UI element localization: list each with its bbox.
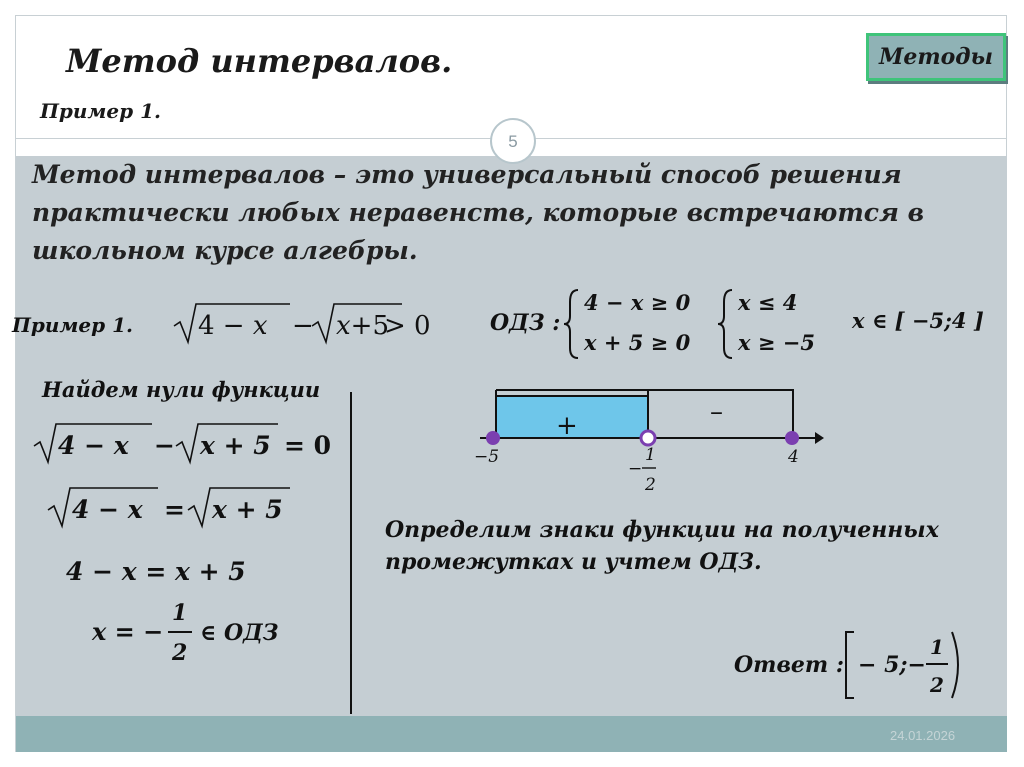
slide-number: 5: [490, 118, 536, 164]
example-label: Пример 1.: [12, 313, 133, 337]
odz-label: ОДЗ :: [490, 310, 561, 336]
svg-text:1: 1: [172, 600, 188, 626]
label-minus-5: −5: [474, 447, 500, 467]
odz-system1-line2: x + 5 ≥ 0: [584, 330, 691, 355]
svg-text:1: 1: [930, 635, 944, 659]
odz-result: x ∈ [ −5;4 ]: [852, 308, 984, 333]
label-4: 4: [788, 447, 799, 467]
svg-text:− 5;−: − 5;−: [858, 652, 926, 678]
svg-text:4 − x: 4 − x: [72, 495, 143, 524]
svg-text:x+5: x+5: [336, 311, 389, 341]
page-subtitle: Пример 1.: [40, 99, 161, 123]
example-inequality: [170, 298, 430, 348]
answer-label: Ответ :: [734, 652, 844, 678]
slide-date: 24.01.2026: [890, 728, 956, 743]
footer-bar: [16, 716, 1007, 752]
zeros-step-2: [44, 484, 304, 530]
svg-text:4 − x = x + 5: 4 − x = x + 5: [66, 557, 246, 586]
svg-text:∈ ОДЗ: ∈ ОДЗ: [200, 620, 279, 646]
page-title: Метод интервалов.: [66, 42, 453, 80]
svg-text:x + 5: x + 5: [212, 495, 283, 524]
definition-text: Метод интервалов – это универсальный способ решения практически любых неравенств, которые встречаются в школьном курсе алгебры.: [32, 160, 925, 265]
svg-text:x + 5: x + 5: [200, 431, 271, 460]
zeros-step-3: [66, 552, 266, 588]
svg-text:x = −: x = −: [92, 617, 164, 646]
svg-text:−: −: [292, 311, 314, 341]
methods-button[interactable]: Методы: [866, 33, 1006, 81]
label-minus-half-sign: −: [628, 459, 643, 479]
vertical-divider: [350, 392, 352, 714]
svg-text:4 − x: 4 − x: [58, 431, 129, 460]
odz-system2-line2: x ≥ −5: [738, 330, 815, 355]
odz-system1-line1: 4 − x ≥ 0: [584, 290, 691, 315]
number-line: [470, 382, 840, 502]
zeros-step-1: [30, 420, 340, 466]
zeros-label: Найдем нули функции: [42, 377, 321, 402]
odz-system2-line1: x ≤ 4: [738, 290, 798, 315]
svg-text:> 0: > 0: [384, 311, 431, 341]
svg-text:−: −: [154, 431, 175, 460]
svg-text:4 − x: 4 − x: [198, 311, 268, 341]
zeros-step-4: [92, 596, 312, 676]
axis-arrow: [815, 432, 824, 444]
label-minus-half-num: 1: [645, 445, 656, 465]
instruction-text: Определим знаки функции на полученных промежутках и учтем ОДЗ.: [385, 517, 939, 575]
odz-block: [490, 282, 1000, 362]
point-minus-half: [641, 431, 655, 445]
point-4: [785, 431, 799, 445]
minus-sign: –: [710, 397, 723, 427]
svg-text:2: 2: [172, 640, 188, 666]
svg-text:=: =: [164, 495, 185, 524]
label-minus-half-den: 2: [645, 475, 656, 495]
svg-text:= 0: = 0: [284, 431, 332, 460]
plus-sign: +: [556, 411, 578, 441]
answer: [734, 626, 984, 706]
point-minus-5: [486, 431, 500, 445]
svg-text:2: 2: [930, 673, 944, 697]
